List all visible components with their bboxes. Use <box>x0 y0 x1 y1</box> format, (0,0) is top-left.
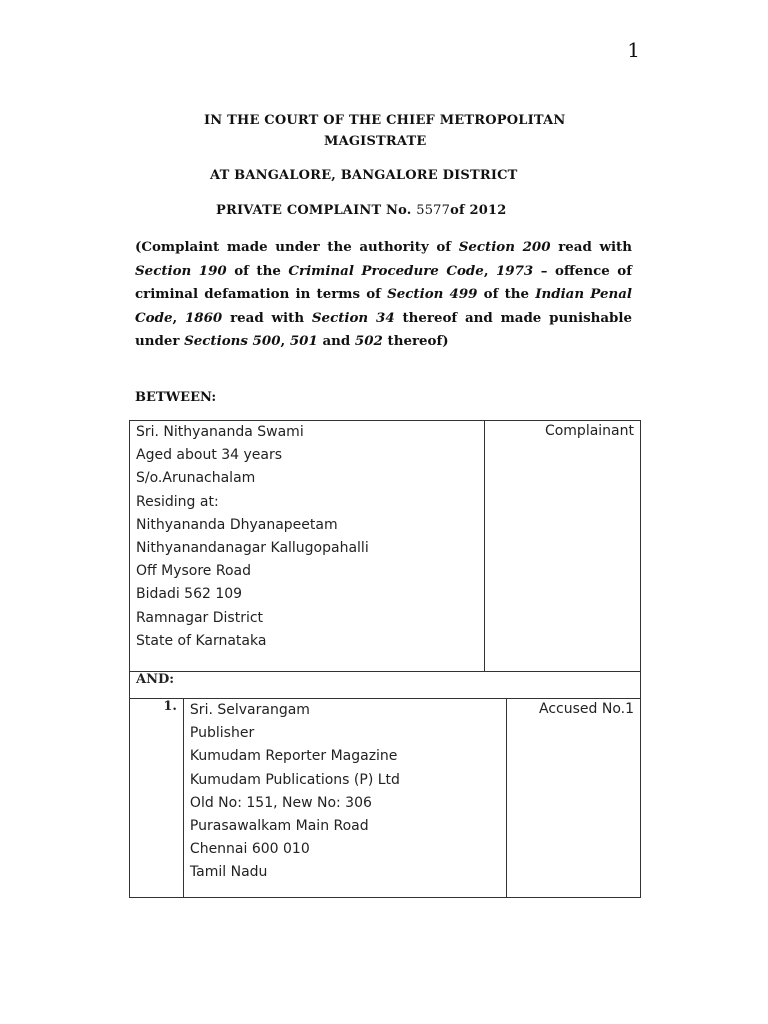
court-heading-line1: IN THE COURT OF THE CHIEF METROPOLITAN <box>204 113 566 128</box>
accused-address-line: Purasawalkam Main Road <box>189 818 369 835</box>
desc-year-1860: 1860 <box>184 309 223 326</box>
desc-text: (Complaint made under the authority of <box>135 239 459 255</box>
complainant-address-line: Off Mysore Road <box>136 563 251 580</box>
desc-text: read with <box>550 239 632 255</box>
complainant-address-line: Nithyanandanagar Kallugopahalli <box>136 540 369 557</box>
complainant-address-line: Residing at: <box>136 493 219 510</box>
complaint-suffix: of 2012 <box>450 203 507 218</box>
desc-text: thereof and made punishable under <box>135 309 632 349</box>
desc-section-190: Section 190 <box>135 262 227 279</box>
complainant-address-line: Nithyananda Dhyanapeetam <box>136 516 338 533</box>
accused-address-line: Sri. Selvarangam <box>189 702 310 718</box>
desc-section-34: Section 34 <box>311 309 395 326</box>
desc-text: and <box>317 333 355 349</box>
accused-address-line: Publisher <box>189 725 255 742</box>
accused-address-cell <box>183 699 506 898</box>
desc-crpc: Criminal Procedure Code <box>288 262 484 279</box>
desc-sections-500: Sections 500 <box>184 333 281 349</box>
page-number: 1 <box>627 38 640 62</box>
complainant-address-line: Sri. Nithyananda Swami <box>136 424 304 440</box>
complaint-description <box>135 236 632 354</box>
complainant-address-line: State of Karnataka <box>136 632 267 649</box>
accused-address-line: Old No: 151, New No: 306 <box>189 794 372 811</box>
accused-address-line: Chennai 600 010 <box>189 841 310 858</box>
desc-text: , <box>483 262 496 279</box>
desc-year-1973: 1973 <box>495 262 534 279</box>
complainant-address-line: Aged about 34 years <box>136 447 283 464</box>
desc-section-499: Section 499 <box>387 286 478 302</box>
complainant-address-cell <box>130 421 485 672</box>
court-heading <box>130 110 714 152</box>
complainant-row <box>130 421 641 672</box>
court-heading-line2: MAGISTRATE <box>324 134 427 149</box>
desc-section-502: 502 <box>354 333 383 349</box>
desc-text: of the <box>226 262 289 279</box>
desc-text: thereof) <box>382 333 449 349</box>
court-location: AT BANGALORE, BANGALORE DISTRICT <box>210 168 518 183</box>
complaint-prefix: PRIVATE COMPLAINT No. <box>216 203 417 218</box>
complainant-address-line: Bidadi 562 109 <box>136 586 243 603</box>
desc-text: – offence of criminal defamation in terms of <box>135 262 632 302</box>
accused-number: 1. <box>130 699 184 898</box>
accused-address-line: Tamil Nadu <box>189 864 268 881</box>
parties-table <box>129 420 641 898</box>
accused-role: Accused No.1 <box>507 699 641 898</box>
desc-text: , <box>280 333 290 349</box>
desc-section-200: Section 200 <box>458 239 551 255</box>
accused-row <box>130 699 641 898</box>
desc-ipc: Indian Penal Code <box>135 286 632 326</box>
desc-text: of the <box>477 286 536 302</box>
desc-section-501: 501 <box>289 333 318 349</box>
and-row <box>130 672 641 699</box>
complainant-address-line: Ramnagar District <box>136 609 264 626</box>
complaint-number: 5577 <box>416 203 451 218</box>
desc-text: , <box>172 309 185 326</box>
complainant-role: Complainant <box>485 421 641 672</box>
between-label: BETWEEN: <box>135 390 217 405</box>
complaint-title <box>130 203 726 218</box>
and-label: AND: <box>130 672 641 699</box>
complainant-address-line: S/o.Arunachalam <box>136 470 256 487</box>
desc-text: read with <box>222 309 312 326</box>
accused-address-line: Kumudam Publications (P) Ltd <box>189 771 400 788</box>
accused-address-line: Kumudam Reporter Magazine <box>189 748 398 765</box>
